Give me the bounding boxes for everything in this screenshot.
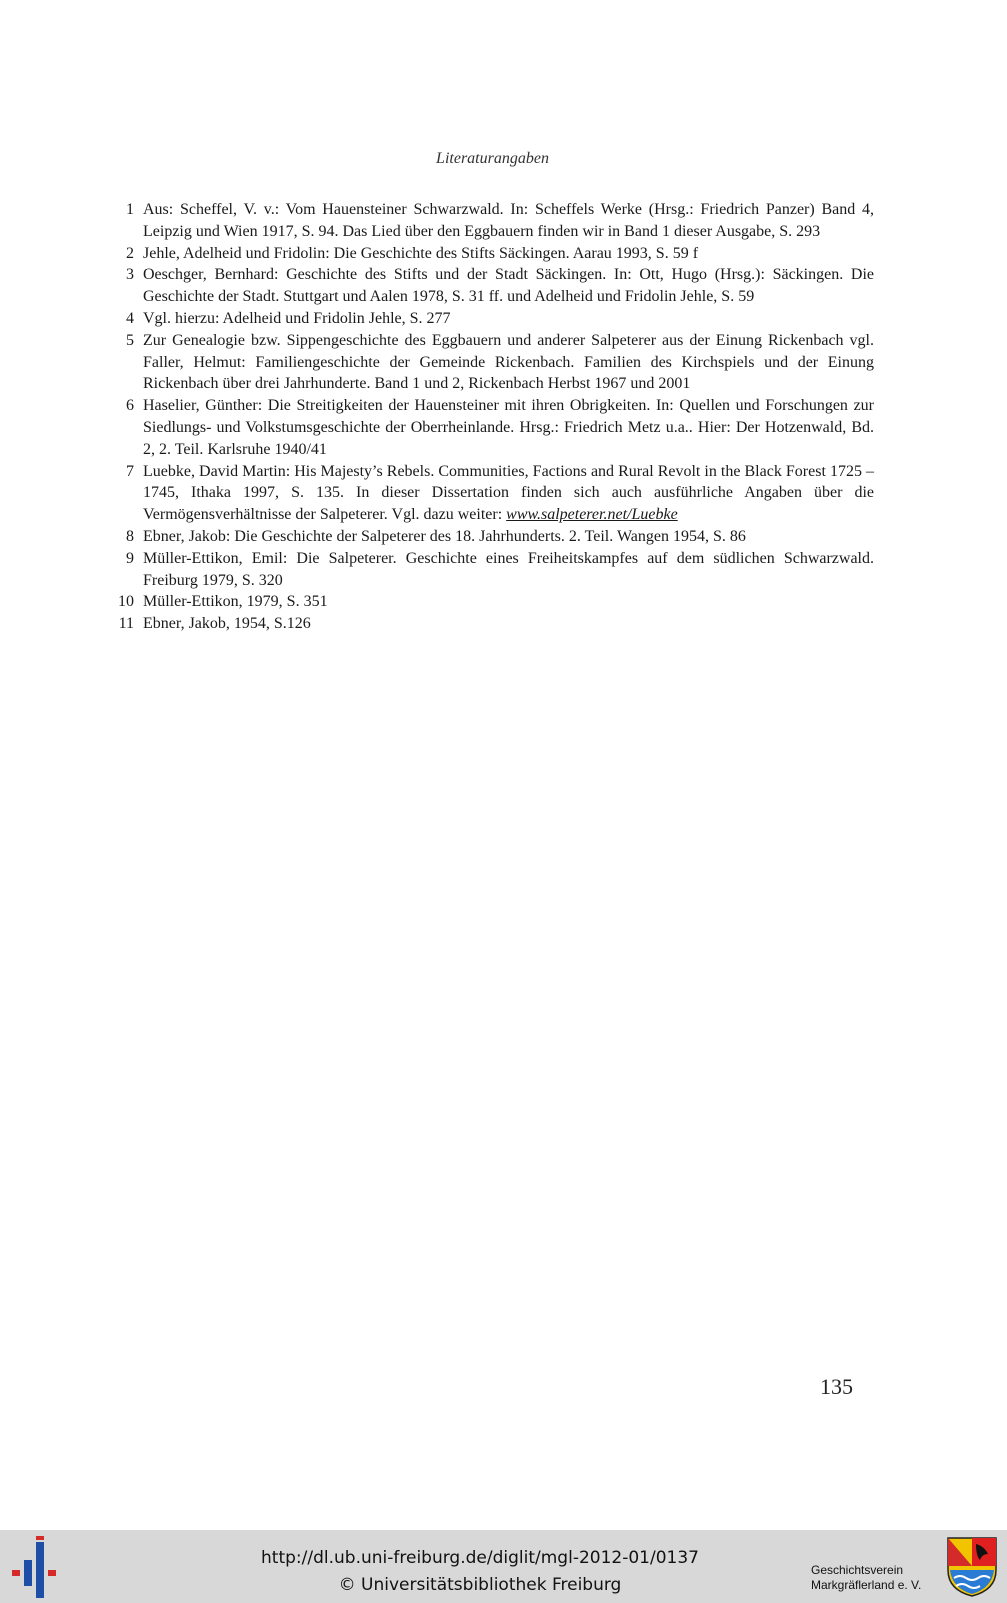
reference-item	[108, 199, 874, 243]
page-title: Literaturangaben	[436, 150, 549, 167]
reference-text	[143, 548, 874, 592]
reference-number: 9	[126, 549, 134, 567]
reference-text	[143, 461, 874, 526]
reference-item	[108, 613, 874, 635]
reference-text-body: Oeschger, Bernhard: Geschichte des Stifts und der Stadt Säckingen. In: Ott, Hugo (Hrsg.): Säckingen. Die Geschichte der Stadt. Stuttgart und Aalen 1978, S. 31 ff. und Adelheid und Fridolin Jehle, S. 59	[143, 266, 874, 306]
reference-text-body: Vgl. hierzu: Adelheid und Fridolin Jehle, S. 277	[143, 309, 451, 327]
society-name-line1: Geschichtsverein	[811, 1563, 904, 1577]
reference-text-body: Aus: Scheffel, V. v.: Vom Hauensteiner Schwarzwald. In: Scheffels Werke (Hrsg.: Friedrich Panzer) Band 4, Leipzig und Wien 1917, S. 94. Das Lied über den Eggbauern finden wir in Band 1 dieser Ausgabe, S. 293	[143, 201, 874, 240]
reference-number: 2	[126, 244, 134, 262]
reference-link[interactable]: www.salpeterer.net/Luebke	[506, 506, 678, 524]
reference-text	[143, 591, 874, 613]
reference-number: 7	[126, 462, 134, 480]
footer-copyright: © Universitätsbibliothek Freiburg	[338, 1575, 622, 1595]
reference-text-body: Ebner, Jakob, 1954, S.126	[143, 615, 311, 633]
reference-text	[143, 308, 874, 330]
reference-number: 1	[126, 201, 134, 218]
reference-text-body: Ebner, Jakob: Die Geschichte der Salpeterer des 18. Jahrhunderts. 2. Teil. Wangen 1954, S. 86	[143, 527, 746, 545]
reference-text-body: Jehle, Adelheid und Fridolin: Die Geschichte des Stifts Säckingen. Aarau 1993, S. 59 f	[143, 244, 699, 262]
reference-text	[143, 199, 874, 243]
reference-item	[108, 526, 874, 548]
reference-number: 3	[126, 266, 134, 284]
reference-number: 8	[126, 527, 134, 545]
reference-text-body: Haselier, Günther: Die Streitigkeiten der Hauensteiner mit ihren Obrigkeiten. In: Quellen und Forschungen zur Siedlungs- und Volkstumsgeschichte der Oberrheinlande. Hrsg.: Friedrich Metz u.a.. Hier: Der Hotzenwald, Bd. 2, 2. Teil. Karlsruhe 1940/41	[143, 397, 874, 458]
society-name	[811, 1563, 921, 1593]
reference-item	[108, 548, 874, 592]
reference-item	[108, 243, 874, 265]
reference-text	[143, 264, 874, 308]
reference-text-body: Müller-Ettikon, 1979, S. 351	[143, 593, 328, 611]
reference-item	[108, 308, 874, 330]
footer-url-link[interactable]: http://dl.ub.uni-freiburg.de/diglit/mgl-2012-01/0137	[261, 1548, 699, 1568]
reference-text-body: Luebke, David Martin: His Majesty’s Rebels. Communities, Factions and Rural Revolt in the Black Forest 1725 – 1745, Ithaka 1997, S. 135. In dieser Dissertation finden sich auch ausführliche Angaben über die Vermögensverhältnisse der Salpeterer. Vgl. dazu weiter:	[143, 462, 874, 524]
reference-number: 11	[118, 615, 134, 633]
reference-text	[143, 613, 874, 635]
reference-text	[143, 395, 874, 460]
reference-text	[143, 330, 874, 395]
reference-text-body: Müller-Ettikon, Emil: Die Salpeterer. Geschichte eines Freiheitskampfes auf dem südlichen Schwarzwald. Freiburg 1979, S. 320	[143, 549, 874, 589]
coat-of-arms-icon	[946, 1536, 998, 1598]
reference-number: 4	[126, 309, 134, 327]
reference-item	[108, 395, 874, 460]
reference-item	[108, 591, 874, 613]
reference-text	[143, 526, 874, 548]
page-number: 135	[820, 1374, 853, 1399]
reference-number: 10	[118, 593, 134, 611]
reference-text-body: Zur Genealogie bzw. Sippengeschichte des Eggbauern und anderer Salpeterer aus der Einung Rickenbach vgl. Faller, Helmut: Familiengeschichte der Gemeinde Rickenbach. Familien des Kirchspiels und der Einung Rickenbach über drei Jahrhunderte. Band 1 und 2, Rickenbach Herbst 1967 und 2001	[143, 331, 874, 393]
society-name-line2: Markgräflerland e. V.	[811, 1578, 922, 1592]
reference-number: 6	[126, 397, 134, 415]
reference-item	[108, 461, 874, 526]
reference-item	[108, 264, 874, 308]
reference-text	[143, 243, 874, 265]
footer-bar	[0, 1530, 1007, 1603]
reference-item	[108, 330, 874, 395]
reference-list	[108, 199, 874, 635]
reference-number: 5	[126, 331, 134, 349]
